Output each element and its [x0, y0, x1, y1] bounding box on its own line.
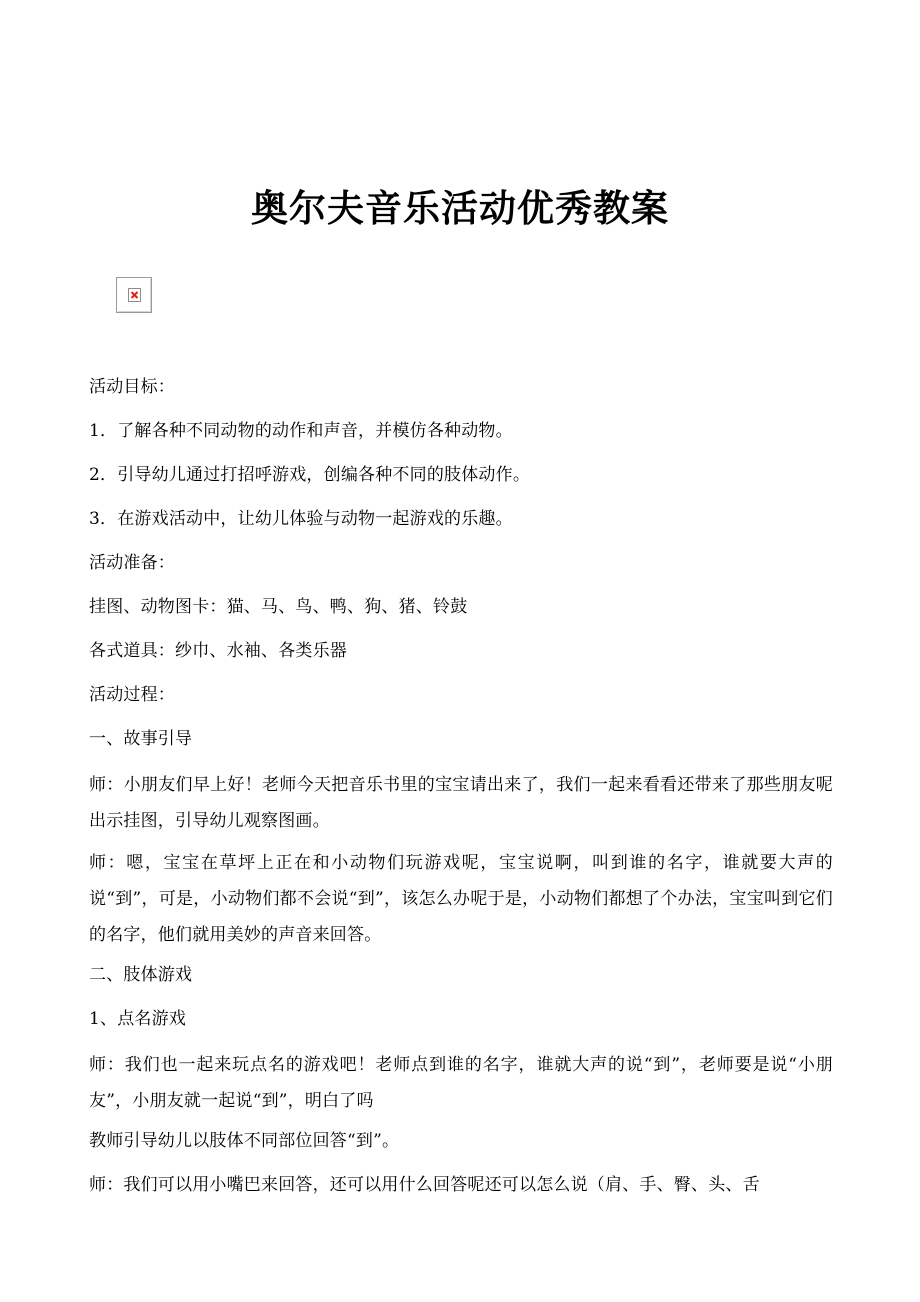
paragraph-teacher-greeting: 师：小朋友们早上好！老师今天把音乐书里的宝宝请出来了，我们一起来看看还带来了那些朋友呢出示挂图，引导幼儿观察图画。 — [89, 775, 833, 831]
document-body — [89, 371, 833, 1213]
section-story-intro: 一、故事引导 — [89, 729, 193, 749]
paragraph-teacher-question: 师：我们可以用小嘴巴来回答，还可以用什么回答呢还可以怎么说（肩、手、臀、头、舌 — [89, 1175, 760, 1195]
broken-image-glyph — [128, 288, 141, 302]
paragraph-teacher-story: 师：嗯，宝宝在草坪上正在和小动物们玩游戏呢，宝宝说啊，叫到谁的名字，谁就要大声的说“到”，可是，小动物们都不会说“到”，该怎么办呢于是，小动物们都想了个办法，宝宝叫到它们的名字，他们就用美妙的声音来回答。 — [89, 853, 833, 945]
heading-preparation: 活动准备： — [89, 553, 175, 573]
document-title: 奥尔夫音乐活动优秀教案 — [251, 187, 669, 230]
section-body-game: 二、肢体游戏 — [89, 965, 193, 985]
paragraph-guide-body-parts: 教师引导幼儿以肢体不同部位回答“到”。 — [89, 1131, 400, 1151]
objective-item-2: 2．引导幼儿通过打招呼游戏，创编各种不同的肢体动作。 — [89, 465, 531, 485]
objective-item-3: 3．在游戏活动中，让幼儿体验与动物一起游戏的乐趣。 — [89, 509, 513, 529]
preparation-item-1: 挂图、动物图卡：猫、马、鸟、鸭、狗、猪、铃鼓 — [89, 597, 468, 617]
broken-image-icon — [116, 277, 152, 313]
subsection-roll-call: 1、点名游戏 — [89, 1009, 187, 1029]
heading-objectives: 活动目标： — [89, 377, 175, 397]
paragraph-roll-call-rules: 师：我们也一起来玩点名的游戏吧！老师点到谁的名字，谁就大声的说“到”，老师要是说“小朋友”，小朋友就一起说“到”，明白了吗 — [89, 1055, 833, 1111]
heading-process: 活动过程： — [89, 685, 175, 705]
objective-item-1: 1．了解各种不同动物的动作和声音，并模仿各种动物。 — [89, 421, 513, 441]
preparation-item-2: 各式道具：纱巾、水袖、各类乐器 — [89, 641, 347, 661]
